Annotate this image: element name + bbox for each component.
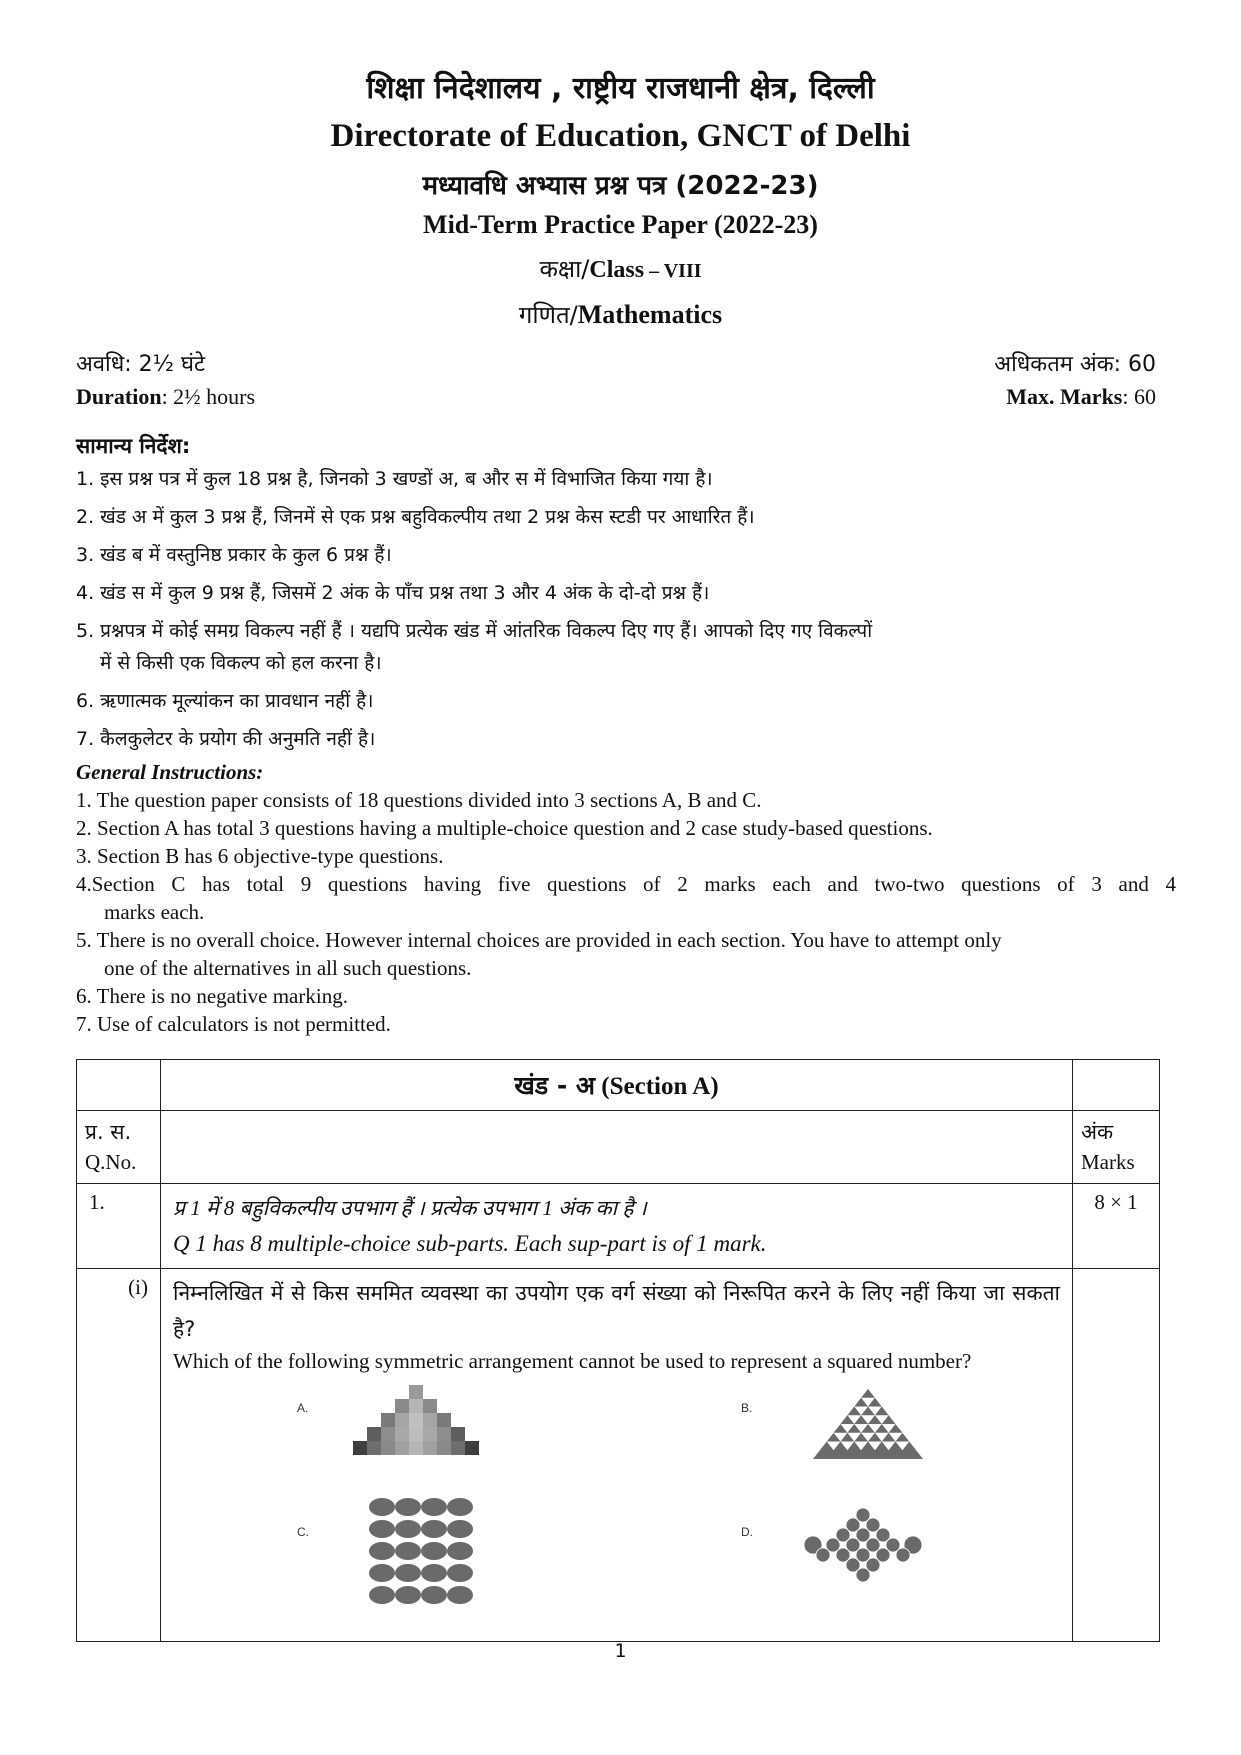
table-row	[77, 1269, 1160, 1642]
list-item: में से किसी एक विकल्प को हल करना है।	[100, 652, 382, 674]
instructions-list	[76, 786, 1176, 1038]
question-number: 1.	[77, 1184, 161, 1269]
table-row	[77, 1184, 1160, 1269]
list-item: 4. खंड स में कुल 9 प्रश्न हैं, जिसमें 2 अंक के पाँच प्रश्न तथा 3 और 4 अंक के दो-दो प्रश्न हैं।	[76, 582, 710, 604]
option-a-figure	[353, 1385, 493, 1485]
option-d-figure	[803, 1505, 933, 1585]
triangle-of-triangles	[813, 1389, 923, 1459]
list-item: 3. Section B has 6 objective-type questions.	[76, 844, 444, 868]
list-item: 4.Section C has total 9 questions having five questions of 2 marks each and two-two questions of 3 and 4	[76, 872, 1176, 896]
list-item: 6. ऋणात्मक मूल्यांकन का प्रावधान नहीं है।	[76, 690, 374, 712]
list-item: 1. The question paper consists of 18 questions divided into 3 sections A, B and C.	[76, 788, 762, 812]
option-b-figure	[813, 1389, 933, 1469]
section-title: खंड - अ (Section A)	[161, 1060, 1073, 1111]
header-paper-title: Mid-Term Practice Paper (2022-23)	[423, 210, 818, 239]
question-marks: 8 × 1	[1073, 1184, 1160, 1269]
list-item: 7. कैलकुलेटर के प्रयोग की अनुमति नहीं है।	[76, 728, 376, 750]
instructions-hindi-list	[76, 466, 1176, 764]
option-d-label: D.	[741, 1525, 753, 1539]
header-class: कक्षा/Class – VIII	[539, 255, 702, 283]
option-figures	[173, 1385, 1073, 1635]
list-item: 6. There is no negative marking.	[76, 984, 348, 1008]
subquestion-text-hindi: निम्नलिखित में से किस सममित व्यवस्था का उपयोग एक वर्ग संख्या को निरूपित करने के लिए नहीं किया जा सकता है?	[173, 1281, 1060, 1341]
option-a-label: A.	[297, 1401, 309, 1415]
grid-of-ovals	[369, 1498, 473, 1604]
subquestion-text: Which of the following symmetric arrangement cannot be used to represent a squared number?	[173, 1349, 972, 1373]
page-number: 1	[614, 1640, 627, 1662]
duration: Duration: 2½ hours	[76, 384, 256, 409]
max-marks: Max. Marks: 60	[1006, 384, 1156, 409]
header-hindi-paper-title: मध्यावधि अभ्यास प्रश्न पत्र (2022-23)	[422, 171, 819, 201]
instructions-title: General Instructions:	[76, 760, 264, 784]
table-row	[77, 1111, 1160, 1184]
pyramid-of-squares	[353, 1385, 479, 1455]
list-item: 1. इस प्रश्न पत्र में कुल 18 प्रश्न है, जिनको 3 खण्डों अ, ब और स में विभाजित किया गया है।	[76, 468, 713, 490]
header-subject: गणित/Mathematics	[518, 300, 723, 329]
header-directorate: Directorate of Education, GNCT of Delhi	[330, 118, 911, 154]
diamond-of-circles	[804, 1508, 922, 1582]
list-item: 3. खंड ब में वस्तुनिष्ठ प्रकार के कुल 6 प्रश्न हैं।	[76, 544, 392, 566]
option-b-label: B.	[741, 1401, 753, 1415]
subquestion-number: (i)	[77, 1269, 161, 1642]
list-item: 7. Use of calculators is not permitted.	[76, 1012, 391, 1036]
subquestion-body	[161, 1269, 1073, 1642]
list-item: one of the alternatives in all such questions.	[104, 956, 472, 980]
option-c-label: C.	[297, 1525, 309, 1539]
max-marks-hindi: अधिकतम अंक: 60	[994, 352, 1156, 377]
list-item: 2. Section A has total 3 questions having a multiple-choice question and 2 case study-based questions.	[76, 816, 933, 840]
header-hindi-directorate: शिक्षा निदेशालय , राष्ट्रीय राजधानी क्षेत्र, दिल्ली	[366, 71, 875, 106]
list-item: 5. There is no overall choice. However internal choices are provided in each section. You have to attempt only	[76, 928, 1002, 952]
question-text: प्र 1 में 8 बहुविकल्पीय उपभाग हैं । प्रत्येक उपभाग 1 अंक का है । Q 1 has 8 multiple-choice sub-parts. Each sup-part is of 1 mark.	[161, 1184, 1073, 1269]
list-item: 2. खंड अ में कुल 3 प्रश्न हैं, जिनमें से एक प्रश्न बहुविकल्पीय तथा 2 प्रश्न केस स्टडी पर आधारित हैं।	[76, 506, 755, 528]
instructions-hindi-title: सामान्य निर्देश:	[76, 434, 191, 458]
table-row	[77, 1060, 1160, 1111]
list-item: marks each.	[104, 900, 205, 924]
qno-header: प्र. स. Q.No.	[77, 1111, 161, 1184]
option-c-figure	[368, 1497, 478, 1612]
question-table	[76, 1059, 1160, 1642]
list-item: 5. प्रश्नपत्र में कोई समग्र विकल्प नहीं हैं । यद्यपि प्रत्येक खंड में आंतरिक विकल्प दिए गए हैं। आपको दिए गए विकल्पों	[76, 620, 873, 642]
marks-header: अंक Marks	[1073, 1111, 1160, 1184]
duration-hindi: अवधि: 2½ घंटे	[76, 352, 206, 377]
